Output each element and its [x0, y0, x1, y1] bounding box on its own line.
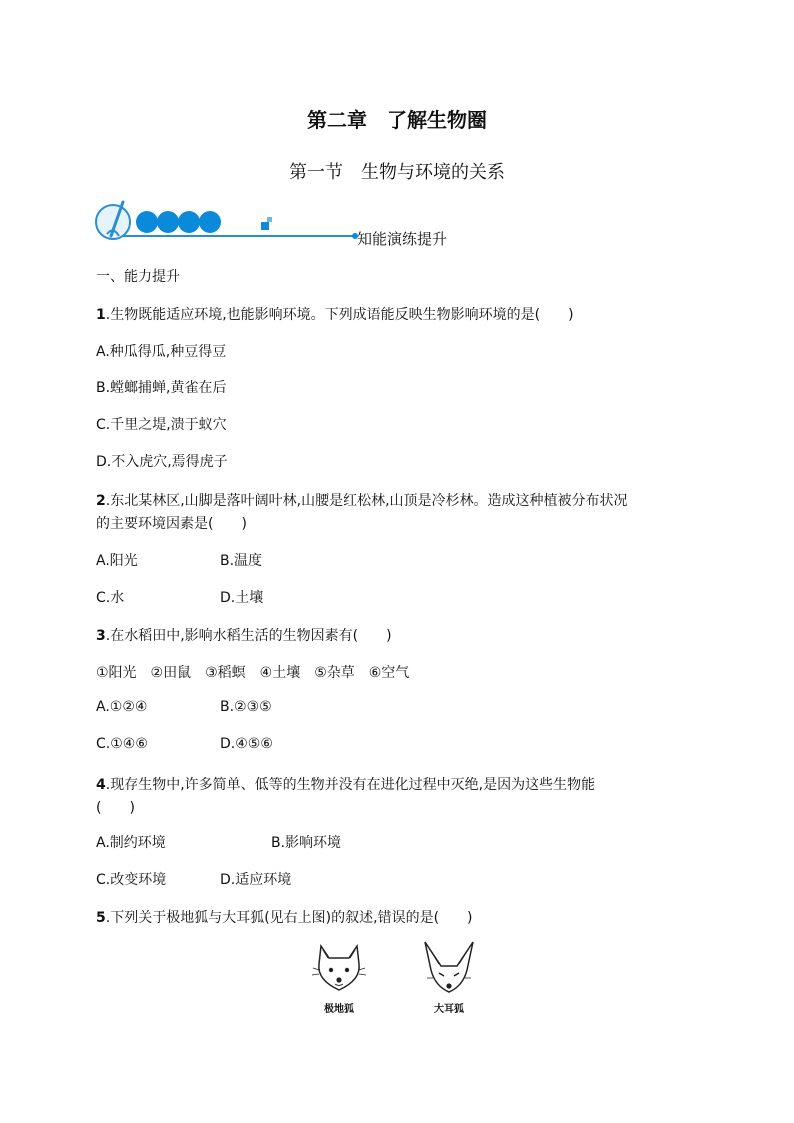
- q2-option-d: D.土壤: [220, 590, 264, 606]
- q3-option-a: A.①②④: [96, 699, 148, 715]
- question-number: 2: [96, 493, 106, 509]
- q3-factors: ①阳光 ②田鼠 ③稻螟 ④土壤 ⑤杂草 ⑥空气: [96, 665, 410, 681]
- question-4-stem-line1: [96, 774, 595, 794]
- arctic-fox-figure: [304, 940, 374, 1015]
- question-2-stem-line1: [96, 490, 628, 510]
- q3-option-d: D.④⑤⑥: [220, 736, 273, 752]
- fennec-fox-figure: [414, 940, 484, 1015]
- q1-option-a: A.种瓜得瓜,种豆得豆: [96, 344, 227, 360]
- question-text: .在水稻田中,影响水稻生活的生物因素有( ): [105, 628, 392, 644]
- question-1-stem: [96, 304, 574, 324]
- question-3-stem: [96, 625, 392, 645]
- q2-option-c: C.水: [96, 590, 125, 606]
- question-4-stem-line2: ( ): [96, 800, 135, 816]
- arctic-fox-icon: [309, 940, 369, 996]
- question-text: .生物既能适应环境,也能影响环境。下列成语能反映生物影响环境的是( ): [105, 307, 574, 323]
- q1-option-d: D.不入虎穴,焉得虎子: [96, 454, 228, 470]
- q4-option-c: C.改变环境: [96, 872, 167, 888]
- question-text: .下列关于极地狐与大耳狐(见右上图)的叙述,错误的是( ): [105, 910, 473, 926]
- question-5-stem: [96, 907, 473, 927]
- question-number: 5: [96, 910, 106, 926]
- question-number: 3: [96, 628, 106, 644]
- q3-option-b: B.②③⑤: [220, 699, 272, 715]
- banner-label: 知能演练提升: [357, 230, 448, 248]
- question-2-stem-line2: 的主要环境因素是( ): [96, 516, 247, 532]
- question-number: 1: [96, 307, 106, 323]
- section-title: 第一节 生物与环境的关系: [289, 162, 505, 183]
- chapter-title: 第二章 了解生物圈: [307, 108, 487, 132]
- q2-option-b: B.温度: [220, 553, 263, 569]
- part-heading: 一、能力提升: [96, 269, 180, 285]
- fennec-fox-label: 大耳狐: [434, 1004, 464, 1015]
- question-text: .东北某林区,山脚是落叶阔叶林,山腰是红松林,山顶是冷杉林。造成这种植被分布状况: [105, 493, 628, 509]
- question-text: .现存生物中,许多简单、低等的生物并没有在进化过程中灭绝,是因为这些生物能: [105, 777, 596, 793]
- question-number: 4: [96, 777, 106, 793]
- q1-option-c: C.千里之堤,溃于蚁穴: [96, 417, 227, 433]
- q3-option-c: C.①④⑥: [96, 736, 148, 752]
- arctic-fox-label: 极地狐: [324, 1004, 354, 1015]
- q1-option-b: B.螳螂捕蝉,黄雀在后: [96, 380, 227, 396]
- q4-option-a: A.制约环境: [96, 835, 166, 851]
- fennec-fox-icon: [419, 940, 479, 996]
- q2-option-a: A.阳光: [96, 553, 138, 569]
- q4-option-b: B.影响环境: [271, 835, 342, 851]
- q4-option-d: D.适应环境: [220, 872, 292, 888]
